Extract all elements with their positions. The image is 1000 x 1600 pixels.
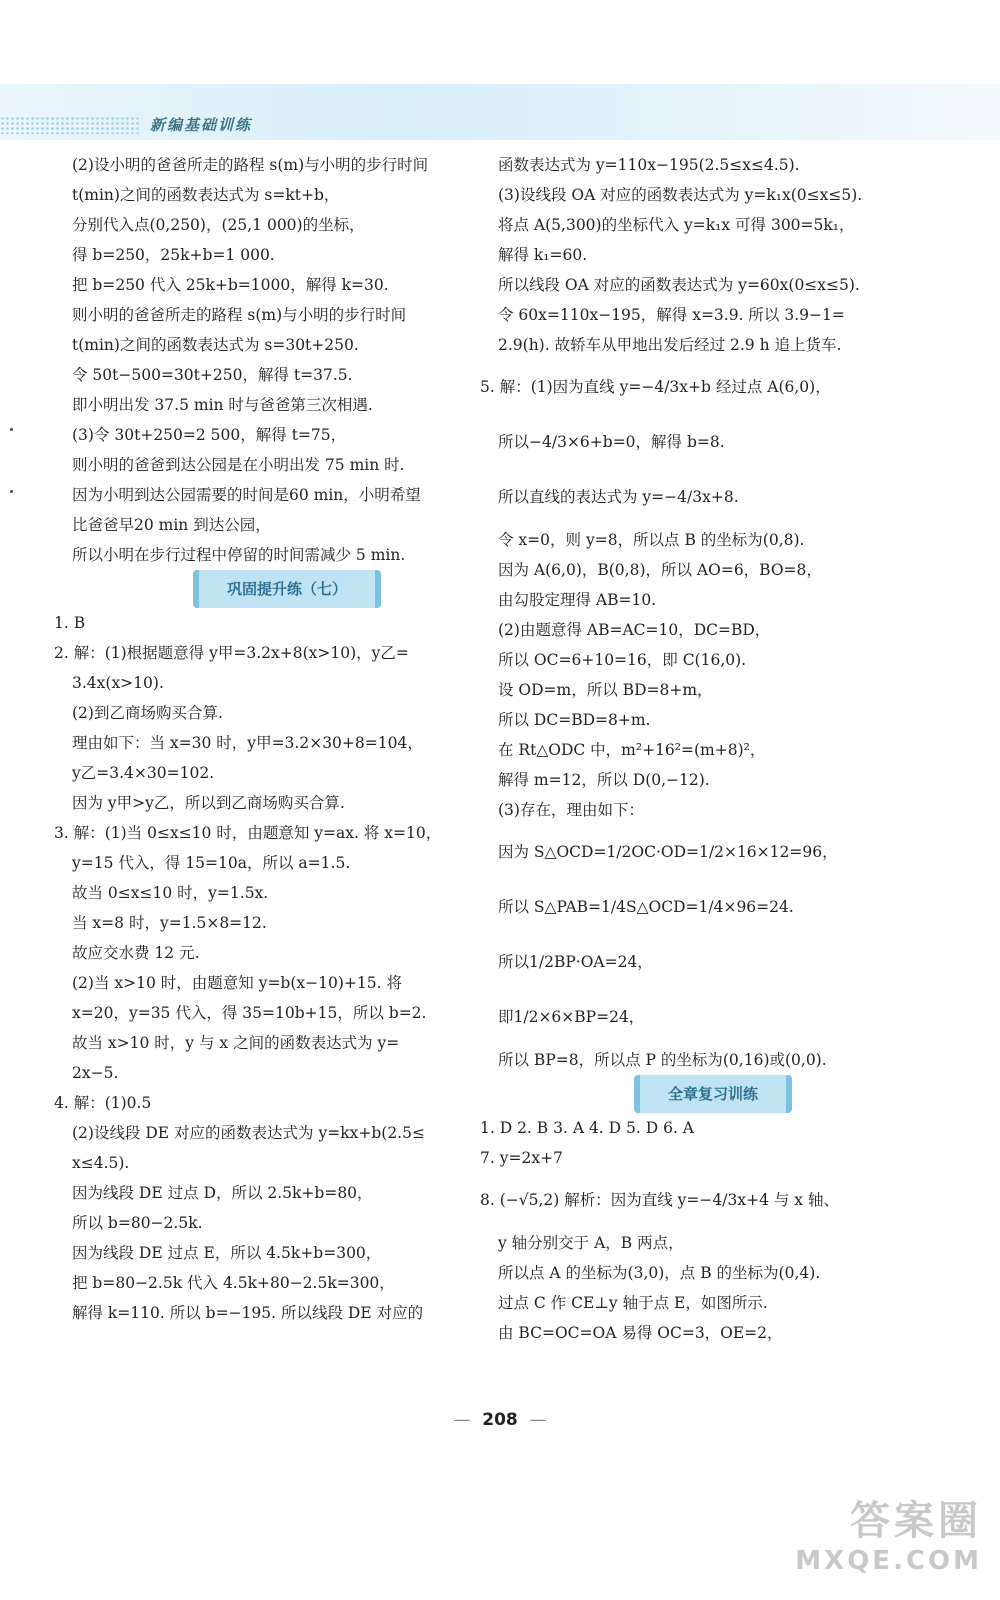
text-line: 则小明的爸爸到达公园是在小明出发 75 min 时. — [72, 456, 405, 474]
left-column — [54, 150, 502, 1328]
text-line: 则小明的爸爸所走的路程 s(m)与小明的步行时间 — [72, 306, 407, 324]
text-line: y乙=3.4×30=102. — [72, 764, 215, 782]
watermark-text: 答案圈 — [850, 1498, 982, 1544]
text-line: 因为小明到达公园需要的时间是60 min，小明希望 — [72, 486, 421, 504]
text-line: y=15 代入，得 15=10a，所以 a=1.5. — [72, 854, 351, 872]
text-line: (3)存在，理由如下： — [498, 801, 644, 819]
text-line: 所以 b=80−2.5k. — [72, 1214, 203, 1232]
text-line: (2)当 x>10 时，由题意知 y=b(x−10)+15. 将 — [72, 974, 402, 992]
page-number: 208 — [482, 1410, 518, 1430]
answer-line: 4. 解：(1)0.5 — [54, 1094, 152, 1112]
text-line: 所以−4/3×6+b=0，解得 b=8. — [498, 433, 725, 451]
text-line: 所以1/2BP·OA=24， — [498, 953, 653, 971]
text-line: 故当 0≤x≤10 时，y=1.5x. — [72, 884, 269, 902]
text-line: 当 x=8 时，y=1.5×8=12. — [72, 914, 267, 932]
text-line: 因为线段 DE 过点 E，所以 4.5k+b=300， — [72, 1244, 382, 1262]
text-line: 因为 S△OCD=1/2OC·OD=1/2×16×12=96， — [498, 843, 838, 861]
text-line: 因为线段 DE 过点 D，所以 2.5k+b=80， — [72, 1184, 373, 1202]
text-line: 即1/2×6×BP=24， — [498, 1008, 645, 1026]
text-line: x=20，y=35 代入，得 35=10b+15，所以 b=2. — [72, 1004, 427, 1022]
watermark-url: MXQE.COM — [795, 1546, 982, 1576]
text-line: 3.4x(x>10). — [72, 674, 164, 692]
text-line: 由 BC=OC=OA 易得 OC=3，OE=2， — [498, 1324, 783, 1342]
text-line: 令 x=0，则 y=8，所以点 B 的坐标为(0,8). — [498, 531, 805, 549]
text-line: 所以 DC=BD=8+m. — [498, 711, 651, 729]
text-line: 2x−5. — [72, 1064, 119, 1082]
answer-line: 8. (−√5,2) 解析：因为直线 y=−4/3x+4 与 x 轴、 — [480, 1191, 839, 1209]
text-line: 解得 m=12，所以 D(0,−12). — [498, 771, 710, 789]
text-line: (2)由题意得 AB=AC=10，DC=BD， — [498, 621, 771, 639]
header-dot-pattern — [0, 116, 140, 134]
answer-line: 7. y=2x+7 — [480, 1149, 563, 1167]
text-line: 所以点 A 的坐标为(3,0)，点 B 的坐标为(0,4). — [498, 1264, 821, 1282]
text-line: (2)到乙商场购买合算. — [72, 704, 223, 722]
text-line: (3)设线段 OA 对应的函数表达式为 y=k₁x(0≤x≤5). — [498, 186, 863, 204]
page-footer: — 208 — — [453, 1410, 547, 1430]
text-line: x≤4.5). — [72, 1154, 130, 1172]
text-line: 将点 A(5,300)的坐标代入 y=k₁x 可得 300=5k₁， — [498, 216, 855, 234]
text-line: 令 50t−500=30t+250，解得 t=37.5. — [72, 366, 353, 384]
text-line: 所以 OC=6+10=16，即 C(16,0). — [498, 651, 747, 669]
right-column — [480, 150, 928, 1348]
text-line: (2)设线段 DE 对应的函数表达式为 y=kx+b(2.5≤ — [72, 1124, 425, 1142]
text-line: 令 60x=110x−195，解得 x=3.9. 所以 3.9−1= — [498, 306, 845, 324]
answer-line: 1. B — [54, 614, 86, 632]
text-line: (2)设小明的爸爸所走的路程 s(m)与小明的步行时间 — [72, 156, 429, 174]
section-heading-review: 全章复习训练 — [634, 1075, 792, 1113]
text-line: 由勾股定理得 AB=10. — [498, 591, 657, 609]
text-line: 理由如下：当 x=30 时，y甲=3.2×30+8=104， — [72, 734, 423, 752]
text-line: 故当 x>10 时，y 与 x 之间的函数表达式为 y= — [72, 1034, 400, 1052]
answer-line: 3. 解：(1)当 0≤x≤10 时，由题意知 y=ax. 将 x=10， — [54, 824, 442, 842]
text-line: 所以线段 OA 对应的函数表达式为 y=60x(0≤x≤5). — [498, 276, 860, 294]
margin-dot — [10, 490, 13, 493]
text-line: t(min)之间的函数表达式为 s=kt+b， — [72, 186, 340, 204]
text-line: 把 b=80−2.5k 代入 4.5k+80−2.5k=300， — [72, 1274, 395, 1292]
series-title: 新编基础训练 — [150, 116, 253, 134]
text-line: 因为 y甲>y乙，所以到乙商场购买合算. — [72, 794, 345, 812]
text-line: 即小明出发 37.5 min 时与爸爸第三次相遇. — [72, 396, 373, 414]
answer-line: 5. 解：(1)因为直线 y=−4/3x+b 经过点 A(6,0)， — [480, 378, 831, 396]
text-line: 所以小明在步行过程中停留的时间需减少 5 min. — [72, 546, 406, 564]
text-line: 所以 BP=8，所以点 P 的坐标为(0,16)或(0,0). — [498, 1051, 827, 1069]
margin-dot — [10, 428, 13, 431]
text-line: 比爸爸早20 min 到达公园， — [72, 516, 271, 534]
text-line: 得 b=250，25k+b=1 000. — [72, 246, 275, 264]
page-header — [0, 84, 1000, 140]
text-line: 在 Rt△ODC 中，m²+16²=(m+8)²， — [498, 741, 766, 759]
answer-line: 2. 解：(1)根据题意得 y甲=3.2x+8(x>10)，y乙= — [54, 644, 409, 662]
text-line: y 轴分别交于 A，B 两点， — [498, 1234, 684, 1252]
text-line: 所以直线的表达式为 y=−4/3x+8. — [498, 488, 739, 506]
text-line: 设 OD=m，所以 BD=8+m， — [498, 681, 713, 699]
text-line: 过点 C 作 CE⊥y 轴于点 E，如图所示. — [498, 1294, 768, 1312]
text-line: 2.9(h). 故轿车从甲地出发后经过 2.9 h 追上货车. — [498, 336, 842, 354]
text-line: (3)令 30t+250=2 500，解得 t=75， — [72, 426, 347, 444]
text-line: 函数表达式为 y=110x−195(2.5≤x≤4.5). — [498, 156, 800, 174]
text-line: 分别代入点(0,250)，(25,1 000)的坐标， — [72, 216, 365, 234]
watermark-logo — [795, 1489, 982, 1576]
text-line: 解得 k₁=60. — [498, 246, 588, 264]
text-line: 解得 k=110. 所以 b=−195. 所以线段 DE 对应的 — [72, 1304, 424, 1322]
text-line: 故应交水费 12 元. — [72, 944, 200, 962]
section-heading-row — [72, 570, 502, 608]
text-line: 所以 S△PAB=1/4S△OCD=1/4×96=24. — [498, 898, 794, 916]
answer-line: 1. D 2. B 3. A 4. D 5. D 6. A — [480, 1119, 694, 1137]
section-heading-consolidate: 巩固提升练（七） — [193, 570, 381, 608]
text-line: 因为 A(6,0)，B(0,8)，所以 AO=6，BO=8， — [498, 561, 822, 579]
text-line: 把 b=250 代入 25k+b=1000，解得 k=30. — [72, 276, 389, 294]
section-heading-row — [498, 1075, 928, 1113]
text-line: t(min)之间的函数表达式为 s=30t+250. — [72, 336, 359, 354]
